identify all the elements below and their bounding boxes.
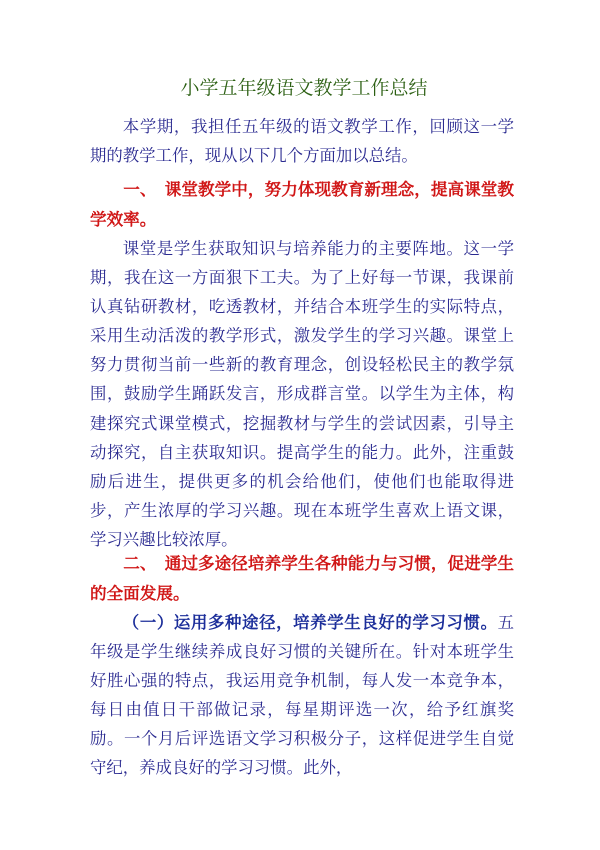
section-2-body: 五年级是学生继续养成良好习惯的关键所在。针对本班学生好胜心强的特点，我运用竞争机制，每人发一本竞争本，每日由值日干部做记录，每星期评选一次，给予红旗奖励。一个月后评选语文学习积极分子，这样促进学生自觉守纪，养成良好的学习习惯。此外， — [90, 613, 514, 778]
document-title: 小学五年级语文教学工作总结 — [180, 77, 428, 99]
section-2-paragraph — [90, 608, 514, 783]
section-1-heading: 一、 课堂教学中，努力体现教育新理念，提高课堂教学效率。 — [90, 179, 514, 229]
intro-paragraph: 本学期，我担任五年级的语文教学工作，回顾这一学期的教学工作，现从以下几个方面加以总结。 — [90, 117, 514, 166]
section-1-body: 课堂是学生获取知识与培养能力的主要阵地。这一学期，我在这一方面狠下工夫。为了上好每一节课，我课前认真钻研教材，吃透教材，并结合本班学生的实际特点，采用生动活泼的教学形式，激发学生的学习兴趣。课堂上努力贯彻当前一些新的教育理念，创设轻松民主的教学氛围，鼓励学生踊跃发言，形成群言堂。以学生为主体，构建探究式课堂模式，挖掘教材与学生的尝试因素，引导主动探究，自主获取知识。提高学生的能力。此外，注重鼓励后进生，提供更多的机会给他们，使他们也能取得进步，产生浓厚的学习兴趣。现在本班学生喜欢上语文课，学习兴趣比较浓厚。 — [90, 239, 514, 549]
section-2-heading: 二、 通过多途径培养学生各种能力与习惯，促进学生的全面发展。 — [90, 553, 514, 603]
section-2-subheading: （一）运用多种途径，培养学生良好的学习习惯。 — [122, 613, 498, 632]
